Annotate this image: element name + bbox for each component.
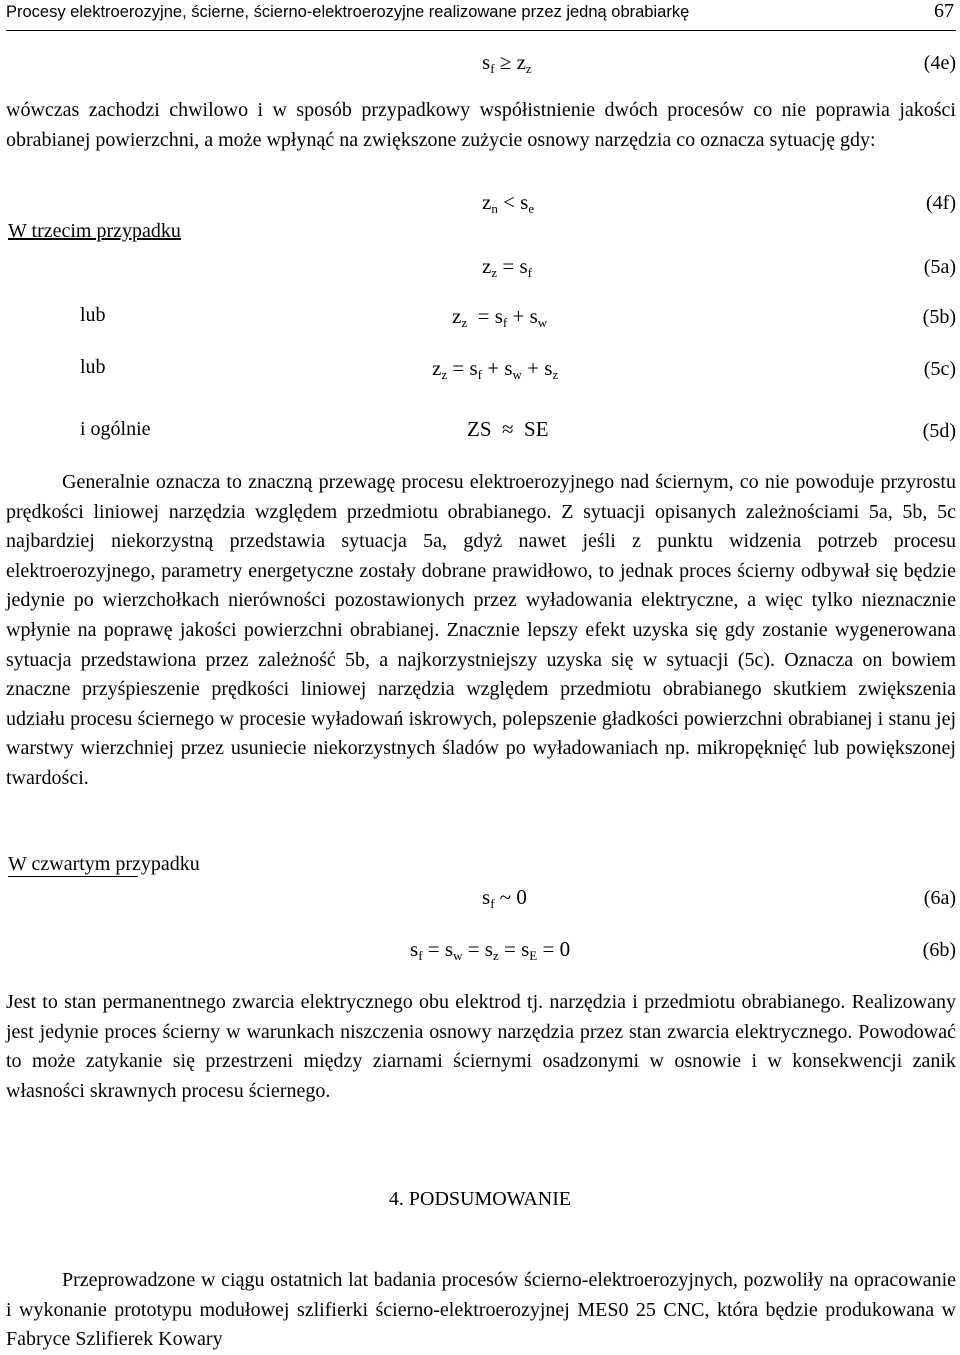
equation-5a: $z_z = s_f$ <box>482 254 532 280</box>
case-3-label: W trzecim przypadku <box>8 220 181 242</box>
equation-4f: $z_n < s_e$ <box>482 190 535 216</box>
equation-6b: $s_f = s_w = s_z = s_E = 0$ <box>410 937 571 963</box>
paragraph-4: Przeprowadzone w ciągu ostatnich lat badania procesów ścierno-elektroerozyjnych, pozwoliły na opracowanie i wykonanie prototypu modułowej szlifierki ścierno-elektroerozyjnej MES0 25 CNC, która będzie produkowana w Fabryce Szlifierek Kowary <box>6 1269 956 1351</box>
equation-number-5a: (5a) <box>923 256 956 278</box>
case-4-underline <box>8 876 138 877</box>
equation-5d: ZS ≈ SE <box>467 417 549 441</box>
equation-number-5d: (5d) <box>922 420 956 442</box>
equation-5c: $z_z = s_f + s_w + s_z$ <box>432 356 559 382</box>
equation-5c-prefix: lub <box>80 356 106 378</box>
running-header <box>6 0 956 31</box>
equation-5b: $z_z = s_f + s_w$ <box>452 304 548 330</box>
equation-number-4f: (4f) <box>926 192 956 214</box>
case-4-label: W czwartym przypadku <box>8 853 200 875</box>
paragraph-2: Generalnie oznacza to znaczną przewagę procesu elektroerozyjnego nad ściernym, co nie powoduje przyrostu prędkości liniowej narzędzia względem przedmiotu obrabianego. Z sytuacji opisanych zależnościami 5a, 5b, 5c najbardziej niekorzystną przedstawia sytuacja 5a, gdyż nawet jeśli z punktu widzenia potrzeb procesu elektroerozyjnego, parametry energetyczne zostały dobrane prawidłowo, to jednak proces ścierny odbywał się będzie jedynie po wierzchołkach nierówności pozostawionych przez wyładowania elektryczne, a więc tylko nieznacznie wpłynie na poprawę jakości powierzchni obrabianej. Znacznie lepszy efekt uzyska się gdy zostanie wygenerowana sytuacja przedstawiona przez zależność 5b, a najkorzystniejszy uzyska się w sytuacji (5c). Oznacza on bowiem znaczne przyśpieszenie prędkości liniowej narzędzia względem przedmiotu obrabianego skutkiem zwiększenia udziału procesu ściernego w procesie wyładowań iskrowych, polepszenie gładkości powierzchni obrabianej i stanu jej warstwy wierzchniej przez usuniecie niekorzystnych śladów po wyładowaniach np. mikropęknięć lub powiększonej twardości. <box>6 471 956 789</box>
paragraph-3: Jest to stan permanentnego zwarcia elektrycznego obu elektrod tj. narzędzia i przedmiotu obrabianego. Realizowany jest jedynie proces ścierny w warunkach niszczenia osnowy narzędzia przez stan zwarcia elektrycznego. Powodować to może zatykanie się przestrzeni między ziarnami ściernymi osadzonymi w osnowie i w konsekwencji zanik własności skrawnych procesu ściernego. <box>6 991 956 1102</box>
running-title: Procesy elektroerozyjne, ścierne, ścierno-elektroerozyjne realizowane przez jedną obrabiarkę <box>6 3 690 21</box>
paragraph-1: wówczas zachodzi chwilowo i w sposób przypadkowy współistnienie dwóch procesów co nie poprawia jakości obrabianej powierzchni, a może wpłynąć na zwiększone zużycie osnowy narzędzia co oznacza sytuację gdy: <box>6 99 956 151</box>
equation-number-6b: (6b) <box>922 939 956 961</box>
equation-6a: $s_f$ ~ 0 <box>482 885 527 911</box>
equation-number-6a: (6a) <box>923 887 956 909</box>
equation-number-5c: (5c) <box>923 358 956 380</box>
equation-number-4e: (4e) <box>923 52 956 74</box>
page-number: 67 <box>934 0 954 22</box>
equation-4e: $s_f \ge z_z$ <box>482 50 532 76</box>
section-heading: 4. PODSUMOWANIE <box>388 1188 572 1210</box>
equation-5d-prefix: i ogólnie <box>80 418 151 440</box>
equation-number-5b: (5b) <box>922 306 956 328</box>
equation-5b-prefix: lub <box>80 304 106 326</box>
